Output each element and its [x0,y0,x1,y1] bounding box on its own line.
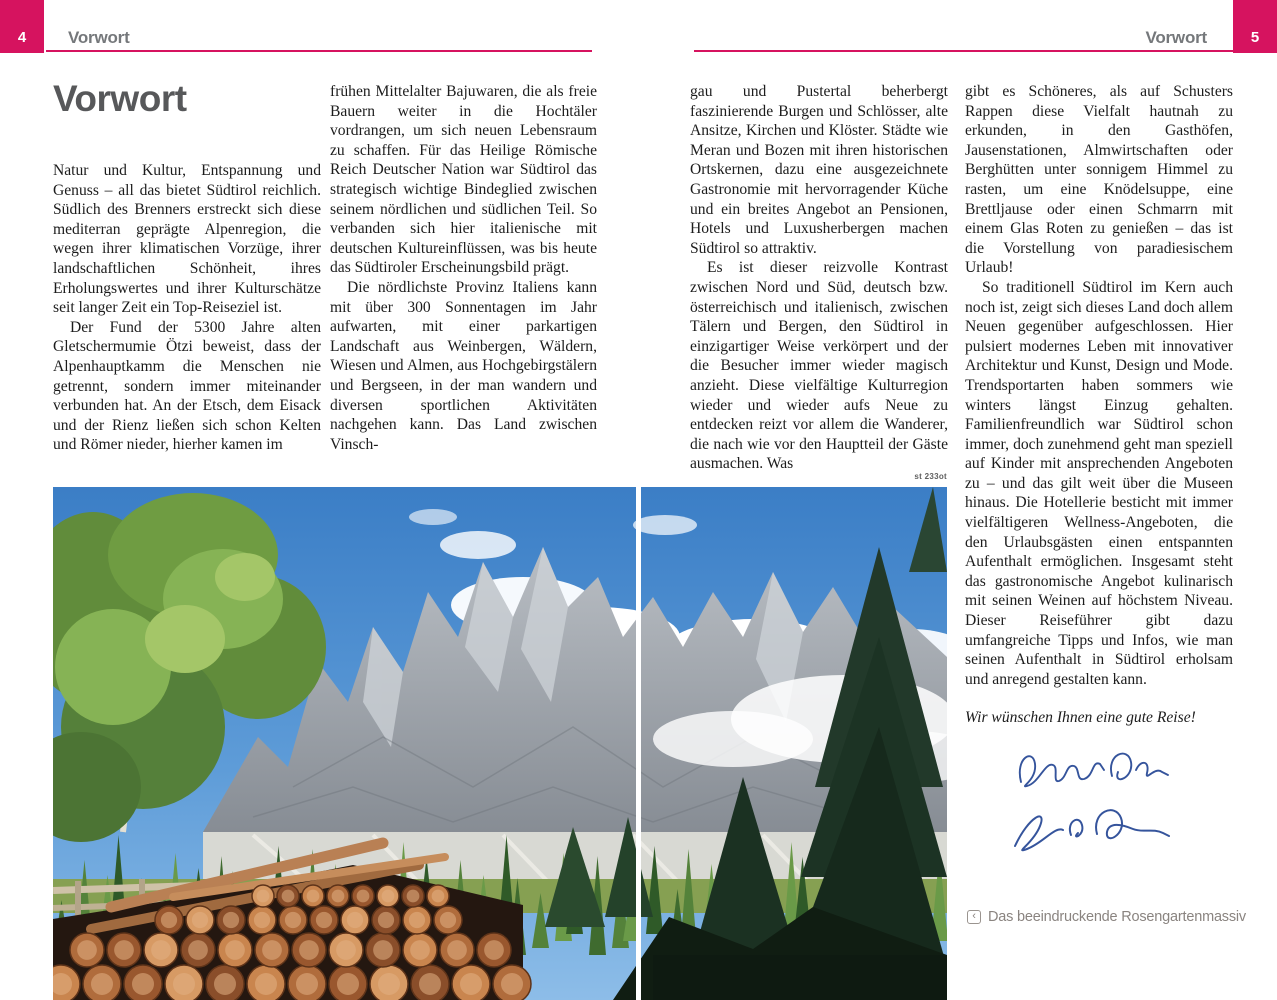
paragraph: gibt es Schöneres, als auf Schusters Rappen diese Vielfalt hautnah zu erkunden, in den Gasthöfen, Jausenstationen, Almwirtschaften oder Berghütten unter sonnigem Himmel zu rasten, um eine Knödelsuppe, eine Brettljause oder einen Schmarrn mit einem Glas Roten zu genießen – das ist die Vorstellung von paradiesischem Urlaub! [965,83,1233,277]
text-column-left-1 [53,161,321,455]
photo-caption-row [967,909,1246,925]
text-column-right-1 [690,82,948,474]
paragraph: Der Fund der 5300 Jahre alten Gletschermumie Ötzi beweist, dass der Alpenhauptkamm die Menschen nie getrennt, sondern immer miteinander verbunden hat. An der Etsch, dem Eisack und der Rienz ließen sich schon Kelten und Römer nieder, hierher kamen im [53,318,321,454]
text-column-left-2 [330,82,597,454]
page-title: Vorwort [53,78,187,119]
text-column-right-2 [965,82,1233,728]
header-rule-left [46,50,592,52]
page-number-tab-left [0,0,44,53]
page-number-right: 5 [1250,29,1260,46]
paragraph: Es ist dieser reizvolle Kontrast zwischen Nord und Süd, deutsch bzw. österreichisch und italienisch, zwischen Tälern und Bergen, den Südtirol in einzigartiger Weise verkörpert und der die Besucher immer wieder magisch anzieht. Diese vielfältige Kulturregion wieder und wieder aufs Neue zu entdecken reizt vor allem die Wanderer, die nach wie vor den Hauptteil der Gäste ausmachen. Was [690,259,948,473]
paragraph: Natur und Kultur, Entspannung und Genuss – all das bietet Südtirol reichlich. Südlich des Brenners erstreckt sich diese mediterran geprägte Alpenregion, die wegen ihrer klimatischen Vorzüge, ihrer landschaftlichen Schönheit, ihres Erholungswertes und ihrer Kulturschätze seit langer Zeit ein Top-Reiseziel ist. [53,162,321,317]
page-number-tab-right [1233,0,1277,53]
landscape-photo-rosengarten [53,487,947,1000]
caption-left-arrow-icon: ‹ [967,910,981,924]
header-rule-right [694,50,1233,52]
paragraph: Die nördlichste Provinz Italiens kann mit über 300 Sonnentagen im Jahr aufwarten, mit einer parkartigen Landschaft aus Weinbergen, Wäldern, Wiesen und Almen, aus Hochgebirgstälern und Bergseen, in der man wandern und diversen sportlichen Aktivitäten nachgehen kann. Das Land zwischen Vinsch- [330,278,597,453]
closing-wish-line: Wir wünschen Ihnen eine gute Reise! [965,709,1196,727]
photo-credit: st 233ot [914,472,947,481]
author-signatures [1005,740,1180,875]
signature-hans-otzen [1005,740,1180,875]
page-gutter [636,487,641,1000]
paragraph: So traditionell Südtirol im Kern auch noch ist, zeigt sich dieses Land doch allem Neuen gegenüber aufgeschlossen. Hier pulsiert modernes Leben mit innovativer Architektur und Kunst, Design und Mode. Trendsportarten haben sommers wie winters längst Einzug gehalten. Familienfreundlich war Südtirol schon immer, doch zunehmend geht man speziell auf Kinder mit ansprechenden Angeboten zu – und das gilt weit über die Museen hinaus. Die Hotellerie besticht mit immer vielfältigeren Wellness-Angeboten, die den Urlaubsgästen einen entspannten Aufenthalt ermöglichen. Insgesamt steht das gastronomische Angebot kulinarisch mit seinen Weinen auf höchstem Niveau. Dieser Reiseführer gibt dazu umfangreiche Tipps und Infos, wie man seinen Aufenthalt in Südtirol erholsam und anregend gestalten kann. [965,278,1233,688]
running-head-right: Vorwort [1145,28,1207,47]
page-number-left: 4 [17,29,27,46]
photo-caption: Das beeindruckende Rosengartenmassiv [988,909,1246,925]
running-head-left: Vorwort [68,28,130,47]
paragraph: gau und Pustertal beherbergt faszinierende Burgen und Schlösser, alte Ansitze, Kirchen und Klöster. Städte wie Meran und Bozen mit ihren historischen Ortskernen, dazu eine ausgezeichnete Gastronomie mit hervorragender Küche und ein breites Angebot an Pensionen, Hotels und Luxusherbergen machen Südtirol so attraktiv. [690,83,948,257]
photo-illustration [53,487,947,1000]
paragraph: frühen Mittelalter Bajuwaren, die als freie Bauern weiter in die Hochtäler vordrangen, um sich neuen Lebensraum zu schaffen. Für das Heilige Römische Reich Deutscher Nation war Südtirol das strategisch wichtige Bindeglied zwischen seinem nördlichen und südlichen Teil. So verbanden sich hier italienische mit deutschen Kultureinflüssen, was bis heute das Südtiroler Erscheinungsbild prägt. [330,83,597,277]
